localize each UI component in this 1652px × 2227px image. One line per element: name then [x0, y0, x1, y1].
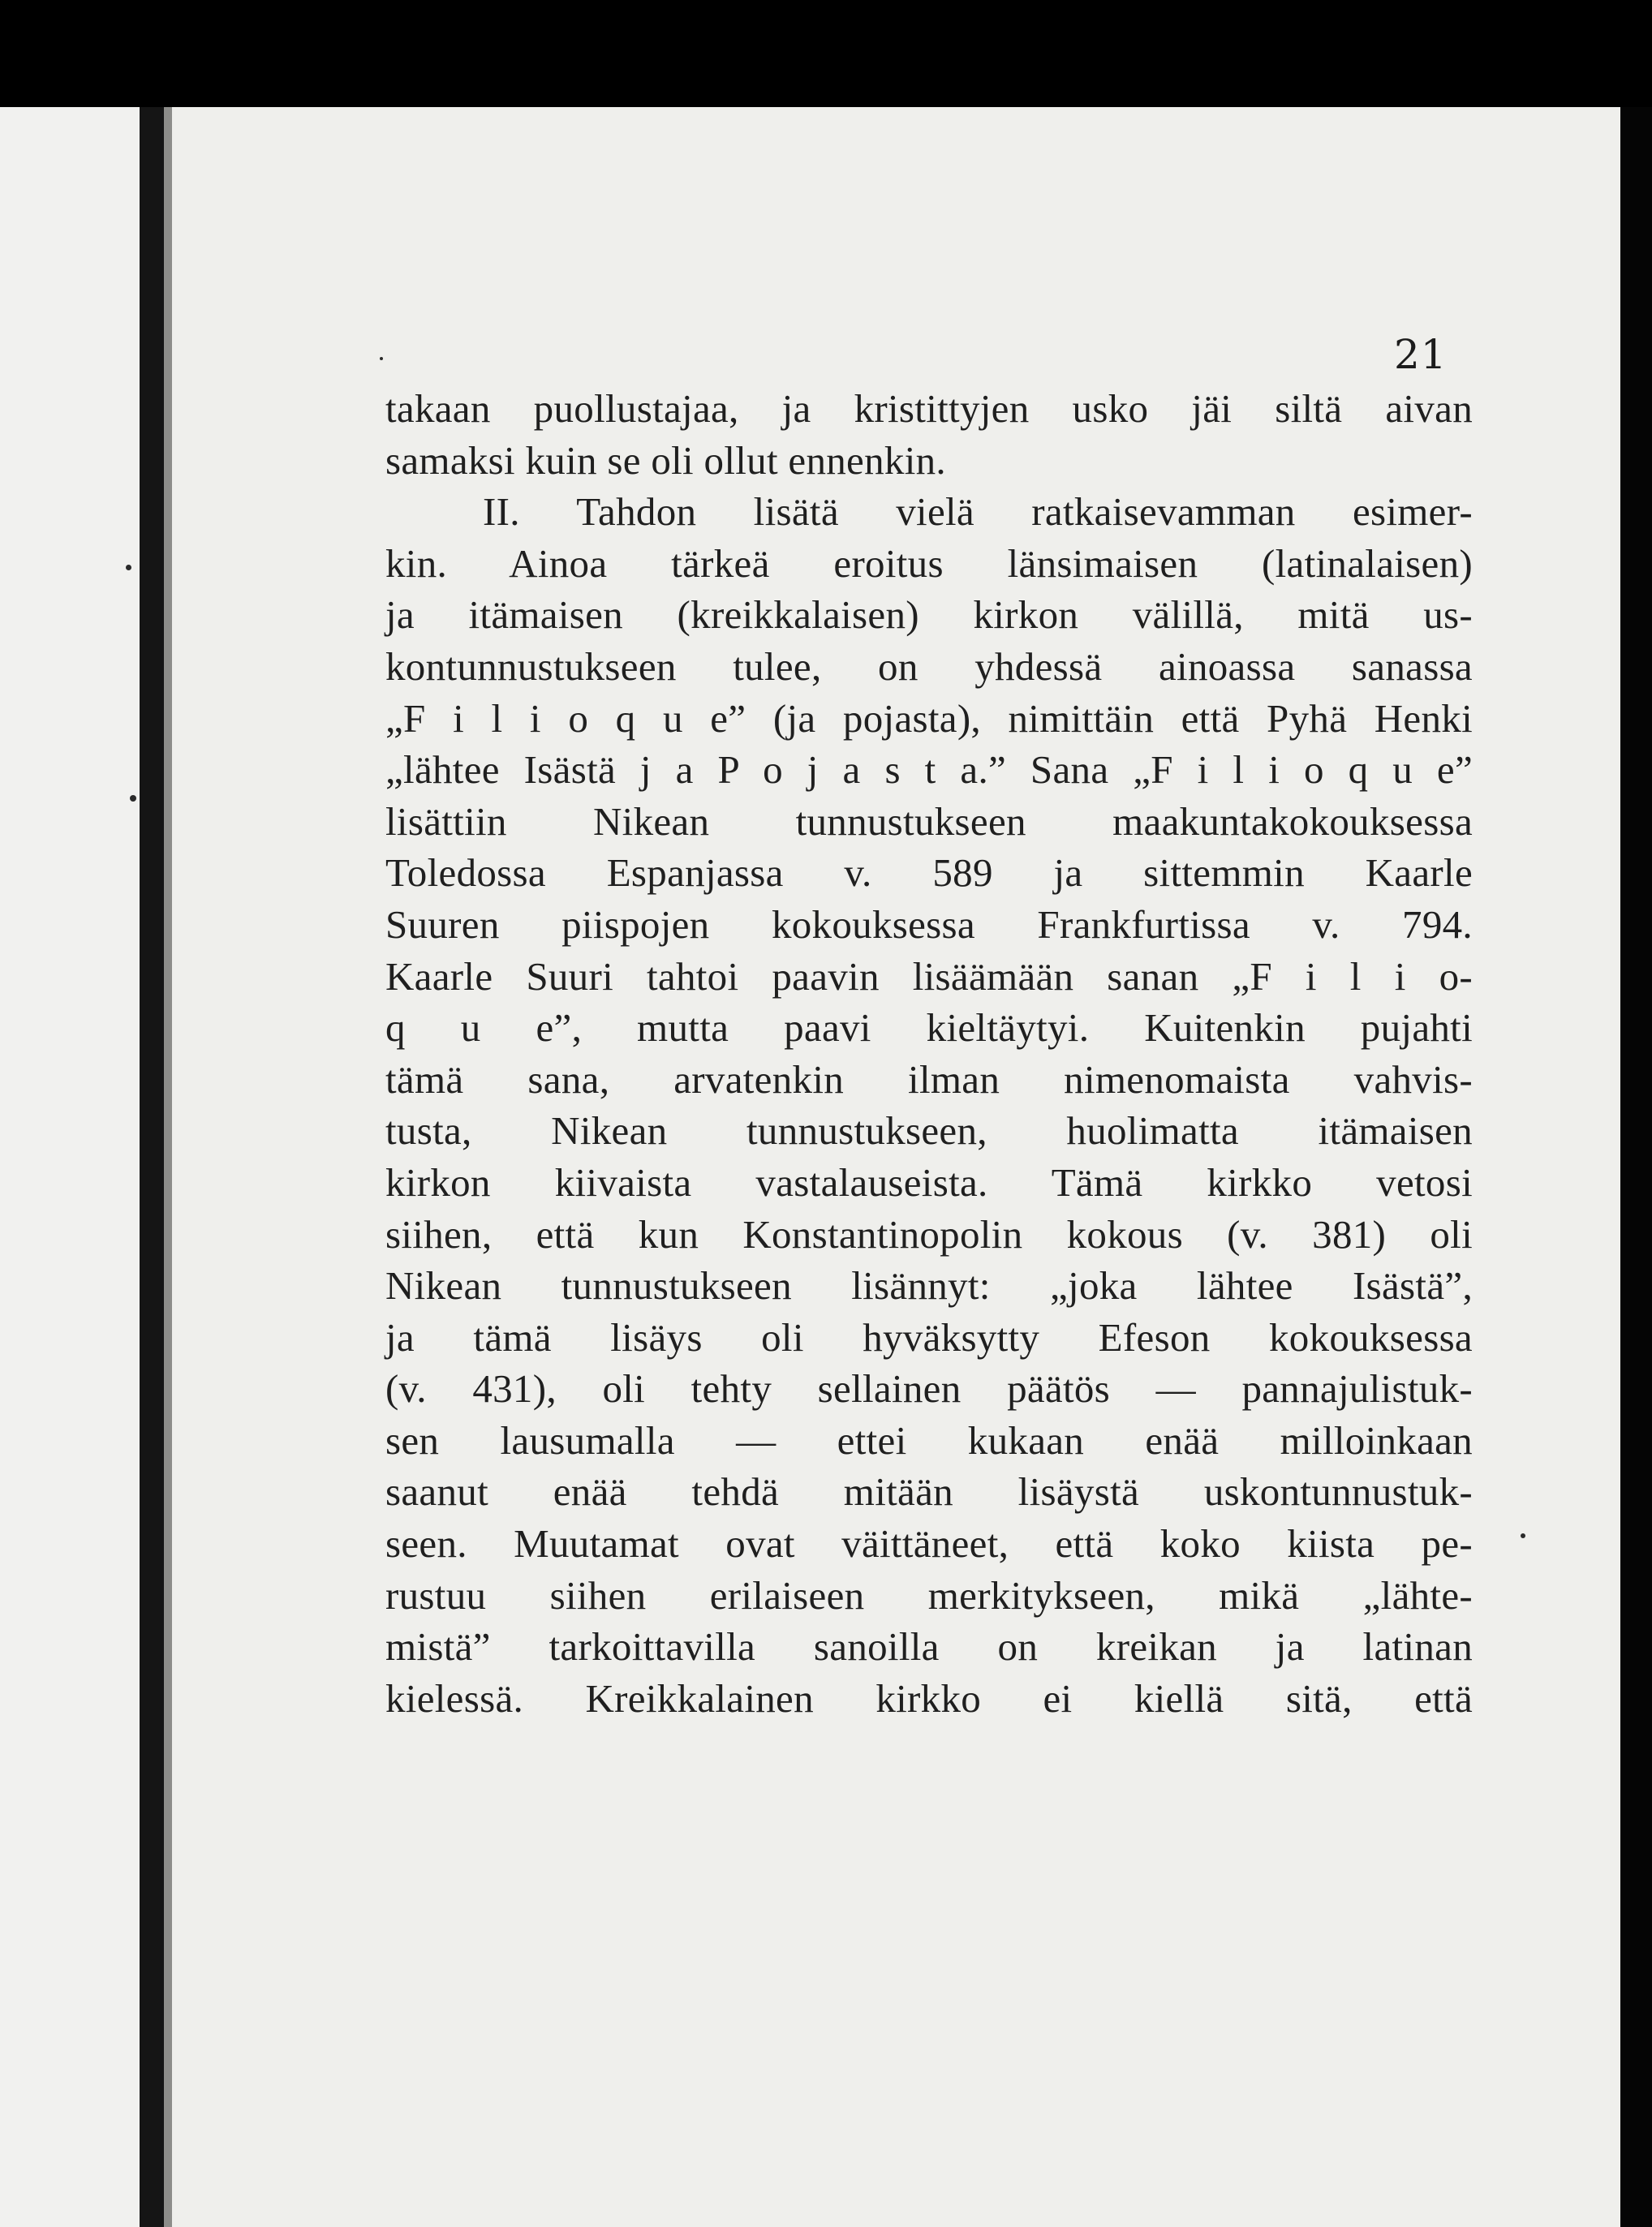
text-line: Nikean tunnustukseen lisännyt: „joka lähtee Isästä”,: [385, 1263, 1473, 1309]
scan-speck: [1521, 1533, 1525, 1538]
text-line: Suuren piispojen kokouksessa Frankfurtissa v. 794.: [385, 901, 1473, 947]
book-gutter: [140, 107, 164, 2227]
text-line: kontunnustukseen tulee, on yhdessä ainoassa sanassa: [385, 643, 1473, 689]
text-line: ja tämä lisäys oli hyväksytty Efeson kokouksessa: [385, 1314, 1473, 1360]
scan-speck: [380, 357, 383, 360]
text-line: Toledossa Espanjassa v. 589 ja sittemmin Kaarle: [385, 850, 1473, 896]
text-line: seen. Muutamat ovat väittäneet, että koko kiista pe-: [385, 1521, 1473, 1567]
text-line: tämä sana, arvatenkin ilman nimenomaista vahvis-: [385, 1056, 1473, 1102]
text-line: „lähtee Isästä j a P o j a s t a.” Sana „F i l i o q u e”: [385, 747, 1473, 793]
text-line: samaksi kuin se oli ollut ennenkin.: [385, 437, 946, 483]
right-border: [1620, 107, 1652, 2227]
text-line: kirkon kiivaista vastalauseista. Tämä kirkko vetosi: [385, 1159, 1473, 1205]
text-line: „F i l i o q u e” (ja pojasta), nimittäin että Pyhä Henki: [385, 695, 1473, 741]
scan-speck: [126, 565, 131, 570]
text-line: saanut enää tehdä mitään lisäystä uskontunnustuk-: [385, 1469, 1473, 1515]
text-line: sen lausumalla — ettei kukaan enää milloinkaan: [385, 1417, 1473, 1463]
page-number: 21: [1394, 331, 1448, 378]
text-line: q u e”, mutta paavi kieltäytyi. Kuitenkin pujahti: [385, 1005, 1473, 1051]
text-line: takaan puollustajaa, ja kristittyjen usko jäi siltä aivan: [385, 386, 1473, 431]
text-line: lisättiin Nikean tunnustukseen maakuntakokouksessa: [385, 798, 1473, 844]
text-line: II. Tahdon lisätä vielä ratkaisevamman esimer-: [483, 489, 1473, 535]
body-text: [385, 383, 1473, 1724]
text-line: kin. Ainoa tärkeä eroitus länsimaisen (latinalaisen): [385, 540, 1473, 586]
text-line: (v. 431), oli tehty sellainen päätös — pannajulistuk-: [385, 1366, 1473, 1412]
text-line: rustuu siihen erilaiseen merkitykseen, mikä „lähte-: [385, 1572, 1473, 1618]
text-line: kielessä. Kreikkalainen kirkko ei kiellä sitä, että: [385, 1675, 1473, 1721]
gutter-shadow: [164, 107, 172, 2227]
text-line: Kaarle Suuri tahtoi paavin lisäämään sanan „F i l i o-: [385, 953, 1473, 999]
text-line: siihen, että kun Konstantinopolin kokous (v. 381) oli: [385, 1211, 1473, 1257]
text-line: ja itämaisen (kreikkalaisen) kirkon välillä, mitä us-: [385, 592, 1473, 638]
text-line: mistä” tarkoittavilla sanoilla on kreikan ja latinan: [385, 1624, 1473, 1670]
left-page-edge: [0, 107, 140, 2227]
text-line: tusta, Nikean tunnustukseen, huolimatta itämaisen: [385, 1108, 1473, 1154]
scan-speck: [130, 795, 136, 802]
